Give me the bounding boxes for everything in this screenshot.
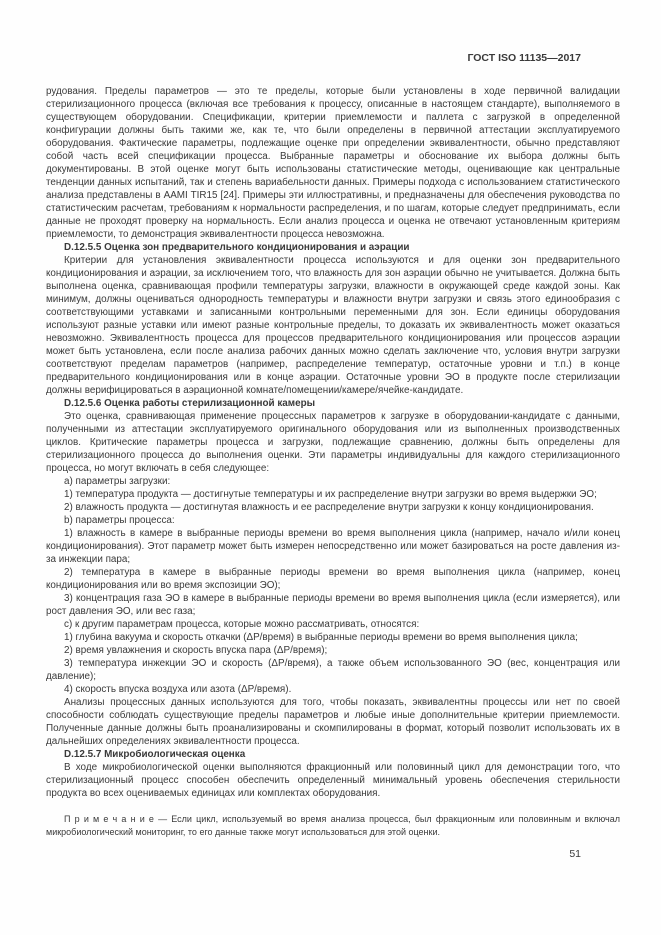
section-heading: D.12.5.6 Оценка работы стерилизационной камеры bbox=[64, 398, 316, 409]
list-item: b) параметры процесса: bbox=[64, 515, 175, 526]
list-item: 2) влажность продукта — достигнутая влажность и ее распределение внутри загрузки к концу кондиционирования. bbox=[64, 502, 594, 513]
list-item: 1) температура продукта — достигнутые температуры и их распределение внутри загрузки во время выдержки ЭО; bbox=[64, 489, 597, 500]
page-number: 51 bbox=[569, 848, 581, 860]
list-item: 3) температура инжекции ЭО и скорость (ΔP/время), а также объем использованного ЭО (вес, концентрация или давление); bbox=[46, 658, 620, 682]
list-item: 1) глубина вакуума и скорость откачки (ΔP/время) в выбранные периоды времени во время выполнения цикла; bbox=[64, 632, 578, 643]
list-item: 2) время увлажнения и скорость впуска пара (ΔP/время); bbox=[64, 645, 328, 656]
paragraph: В ходе микробиологической оценки выполняются фракционный или половинный цикл для демонстрации того, что стерилизационный процесс способен обеспечить определенный минимальный уровень обеспечения стерильности продукта во всех оцениваемых единицах или комплектах оборудования. bbox=[46, 762, 620, 799]
list-item: а) параметры загрузки: bbox=[64, 476, 171, 487]
list-item: 4) скорость впуска воздуха или азота (ΔP/время). bbox=[64, 684, 292, 695]
list-item: 2) температура в камере в выбранные периоды времени во время выполнения цикла (например, конец кондиционирования или во время экспозиции ЭО); bbox=[46, 567, 620, 591]
note-paragraph: П р и м е ч а н и е — Если цикл, используемый во время анализа процесса, был фракционным или половинным и включал микробиологический мониторинг, то его данные также могут использоваться для этой оценки. bbox=[46, 814, 620, 837]
paragraph: Критерии для установления эквивалентности процесса используются и для оценки зон предварительного кондиционирования и аэрации, за исключением того, что влажность для зон аэрации обычно не учитывается. Должна быть выполнена оценка, сравнивающая профили температуры загрузки, влажности в окружающей среде каждой зоны. Как минимум, должны оцениваться однородность температуры и влажности внутри загрузки и связь этого единообразия с соответствующими уставками и записанными контрольными переменными для зон. Если единицы оборудования используют разные уставки или имеют разные контрольные пределы, то доказать их эквивалентность может оказаться невозможно. Эквивалентность процесса для процессов предварительного кондиционирования или процессов аэрации может быть установлена, если после анализа рабочих данных можно сделать заключение что, условия внутри загрузки соответствуют пределам параметров (например, распределение температур, остаточные уровни и т.п.) в конце предварительного кондиционирования или в конце аэрации. Остаточные уровни ЭО в продукте после стерилизации должны верифицироваться в аэрационной комнате/помещении/камере/ячейке-кандидате. bbox=[46, 255, 620, 396]
section-heading: D.12.5.5 Оценка зон предварительного кондиционирования и аэрации bbox=[64, 242, 410, 253]
document-body bbox=[46, 85, 620, 838]
paragraph: Анализы процессных данных используются для того, чтобы показать, эквивалентны процессы или нет по своей способности соблюдать существующие пределы параметров и любые иные дополнительные критерии приемлемости. Полученные данные должны быть проанализированы и скомпилированы в формат, который позволит использовать их в дальнейших определениях эквивалентности процесса. bbox=[46, 697, 620, 747]
list-item: 1) влажность в камере в выбранные периоды времени во время выполнения цикла (например, начало и/или конец кондиционирования). Этот параметр может быть измерен непосредственно или может базироваться на росте давления из-за инжекции пара; bbox=[46, 528, 620, 565]
section-heading: D.12.5.7 Микробиологическая оценка bbox=[64, 749, 246, 760]
list-item: с) к другим параметрам процесса, которые можно рассматривать, относятся: bbox=[64, 619, 420, 630]
paragraph: рудования. Пределы параметров — это те пределы, которые были установлены в ходе первичной валидации стерилизационного процесса (включая все требования к процессу, описанные в настоящем стандарте), выполняемого в существующем оборудовании. Спецификации, критерии приемлемости и паллета с загрузкой в определенной конфигурации должны быть такими же, как те, что были определены в первичной аттестации эксплуатируемого оборудования. Фактические параметры, подлежащие оценке при определении эквивалентности, обычно представляют собой часть всей спецификации процесса. Выбранные параметры и обоснование их выбора должны быть документированы. В этой оценке могут быть использованы статистические методы, оценивающие как центральные тенденции данных испытаний, так и степень вариабельности данных. Примеры подхода с использованием статистического анализа представлены в AAMI TIR15 [24]. Примеры эти иллюстративны, и предназначены для обеспечения руководства по статистическим расчетам, требованиям к нормальности распределения, и по шагам, которые следует предпринимать, если данные не проходят проверку на нормальность. Если анализ процесса и оценка не отвечают установленным критериям приемлемости, то демонстрация эквивалентности процесса невозможна. bbox=[46, 86, 620, 240]
list-item: 3) концентрация газа ЭО в камере в выбранные периоды времени во время выполнения цикла (если измеряется), или рост давления ЭО, или вес газа; bbox=[46, 593, 620, 617]
running-header-standard-designation: ГОСТ ISO 11135—2017 bbox=[467, 52, 581, 64]
paragraph: Это оценка, сравнивающая применение процессных параметров к загрузке в оборудовании-кандидате с данными, полученными из аттестации эксплуатируемого оригинального оборудования или из выполненных производственных циклов. Критические параметры процесса и загрузки, подлежащие сравнению, должны быть определены для стерилизационного процесса до выполнения оценки. Эти параметры индивидуальны для каждого стерилизационного процесса, но могут включать в себя следующее: bbox=[46, 411, 620, 474]
